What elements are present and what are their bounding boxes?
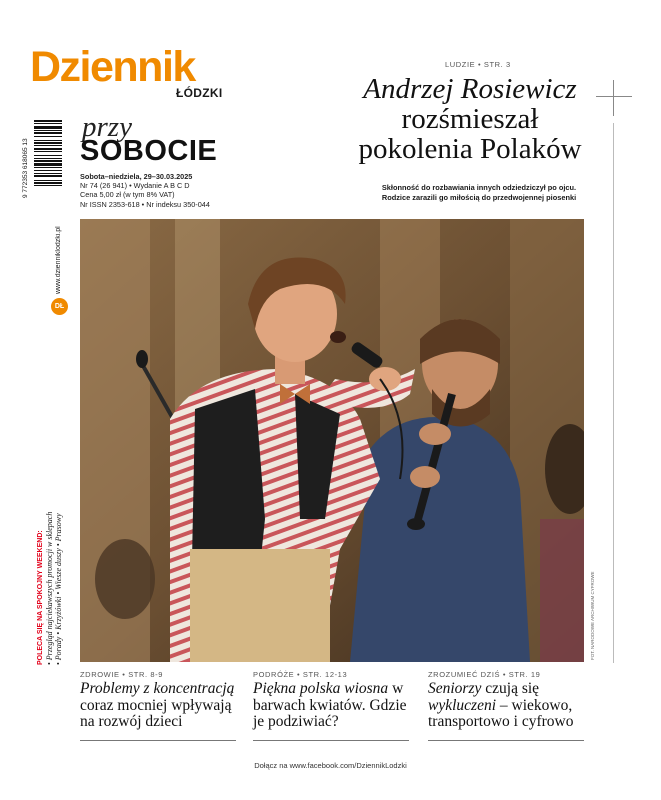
issue-number: Nr 74 (26 941) • Wydanie A B C D (80, 181, 190, 191)
masthead-logo-subtitle: ŁÓDZKI (176, 86, 223, 100)
teaser-title (428, 681, 584, 731)
teaser-kicker: ZDROWIE • STR. 8-9 (80, 670, 164, 679)
crop-mark (596, 96, 632, 97)
main-story-title-line3: pokolenia Polaków (358, 133, 582, 165)
teaser-zrozumiec[interactable] (428, 670, 584, 731)
supplement-title-przy: przy (82, 111, 132, 143)
teaser-title-italic: Piękna polska wiosna (253, 680, 389, 697)
concert-photo-illustration (80, 219, 584, 662)
recommendations-head: POLECA SIĘ NA SPOKOJNY WEEKEND: (37, 530, 44, 665)
issue-issn: Nr ISSN 2353-618 • Nr indeksu 350-044 (80, 199, 210, 209)
teaser-title-italic: wykluczeni (428, 696, 497, 714)
masthead-logo: Dziennik (30, 43, 195, 91)
divider (613, 123, 614, 663)
main-story-title-name: Andrzej Rosiewicz (363, 73, 577, 105)
teaser-title-rest: – wiekowo, transportowo i cyfrowo (428, 696, 574, 731)
teaser-kicker: PODRÓŻE • STR. 12-13 (253, 670, 348, 679)
recommendations-item: • Przegląd najciekawszych promocji w sklepach (45, 511, 54, 665)
issue-info (80, 172, 210, 209)
teaser-title (253, 681, 409, 731)
teaser-title (80, 681, 236, 731)
teaser-title-mid: czują się (481, 680, 540, 697)
crop-mark (613, 80, 614, 116)
footer-facebook-link[interactable]: Dołącz na www.facebook.com/DziennikLodzki (254, 761, 407, 770)
teaser-title-rest: coraz mocniej wpływają na rozwój dzieci (80, 696, 232, 731)
dl-logo-badge: DŁ (51, 298, 68, 315)
photo-credit: FOT. NARODOWE ARCHIWUM CYFROWE (590, 571, 595, 660)
barcode-digits: 9 772353 618065 13 (22, 138, 29, 198)
teaser-zdrowie[interactable] (80, 670, 236, 731)
main-story-lead: Skłonność do rozbawiania innych odziedziczył po ojcu. Rodzice zarazili go miłością do przedwojennej piosenki (381, 183, 577, 202)
main-story-kicker: LUDZIE • STR. 3 (445, 60, 511, 69)
issue-date: Sobota–niedziela, 29–30.03.2025 (80, 172, 193, 181)
teaser-title-italic: Problemy z koncentracją (80, 680, 235, 697)
website-link[interactable]: www.dzienniklodzki.pl (55, 226, 62, 294)
barcode-icon (34, 120, 62, 216)
main-story-title[interactable] (330, 74, 610, 164)
divider (253, 740, 409, 741)
teaser-kicker: ZROZUMIEĆ DZIŚ • STR. 19 (428, 670, 541, 679)
main-photo[interactable] (80, 219, 584, 662)
divider (428, 740, 584, 741)
main-story-title-line2: rozśmieszał (401, 103, 539, 135)
supplement-title-sobocie: SOBOCIE (80, 135, 218, 167)
teaser-title-italic: Seniorzy (428, 680, 482, 697)
issue-price: Cena 5,00 zł (w tym 8% VAT) (80, 190, 175, 200)
divider (80, 740, 236, 741)
teaser-podroze[interactable] (253, 670, 409, 731)
recommendations-item: • Porady • Krzyżówki • Wiesze duszy • Prasowy (54, 513, 63, 665)
teaser-title-rest: w barwach kwiatów. Gdzie je podziwiać? (253, 680, 407, 731)
recommendations-strip (36, 440, 63, 665)
